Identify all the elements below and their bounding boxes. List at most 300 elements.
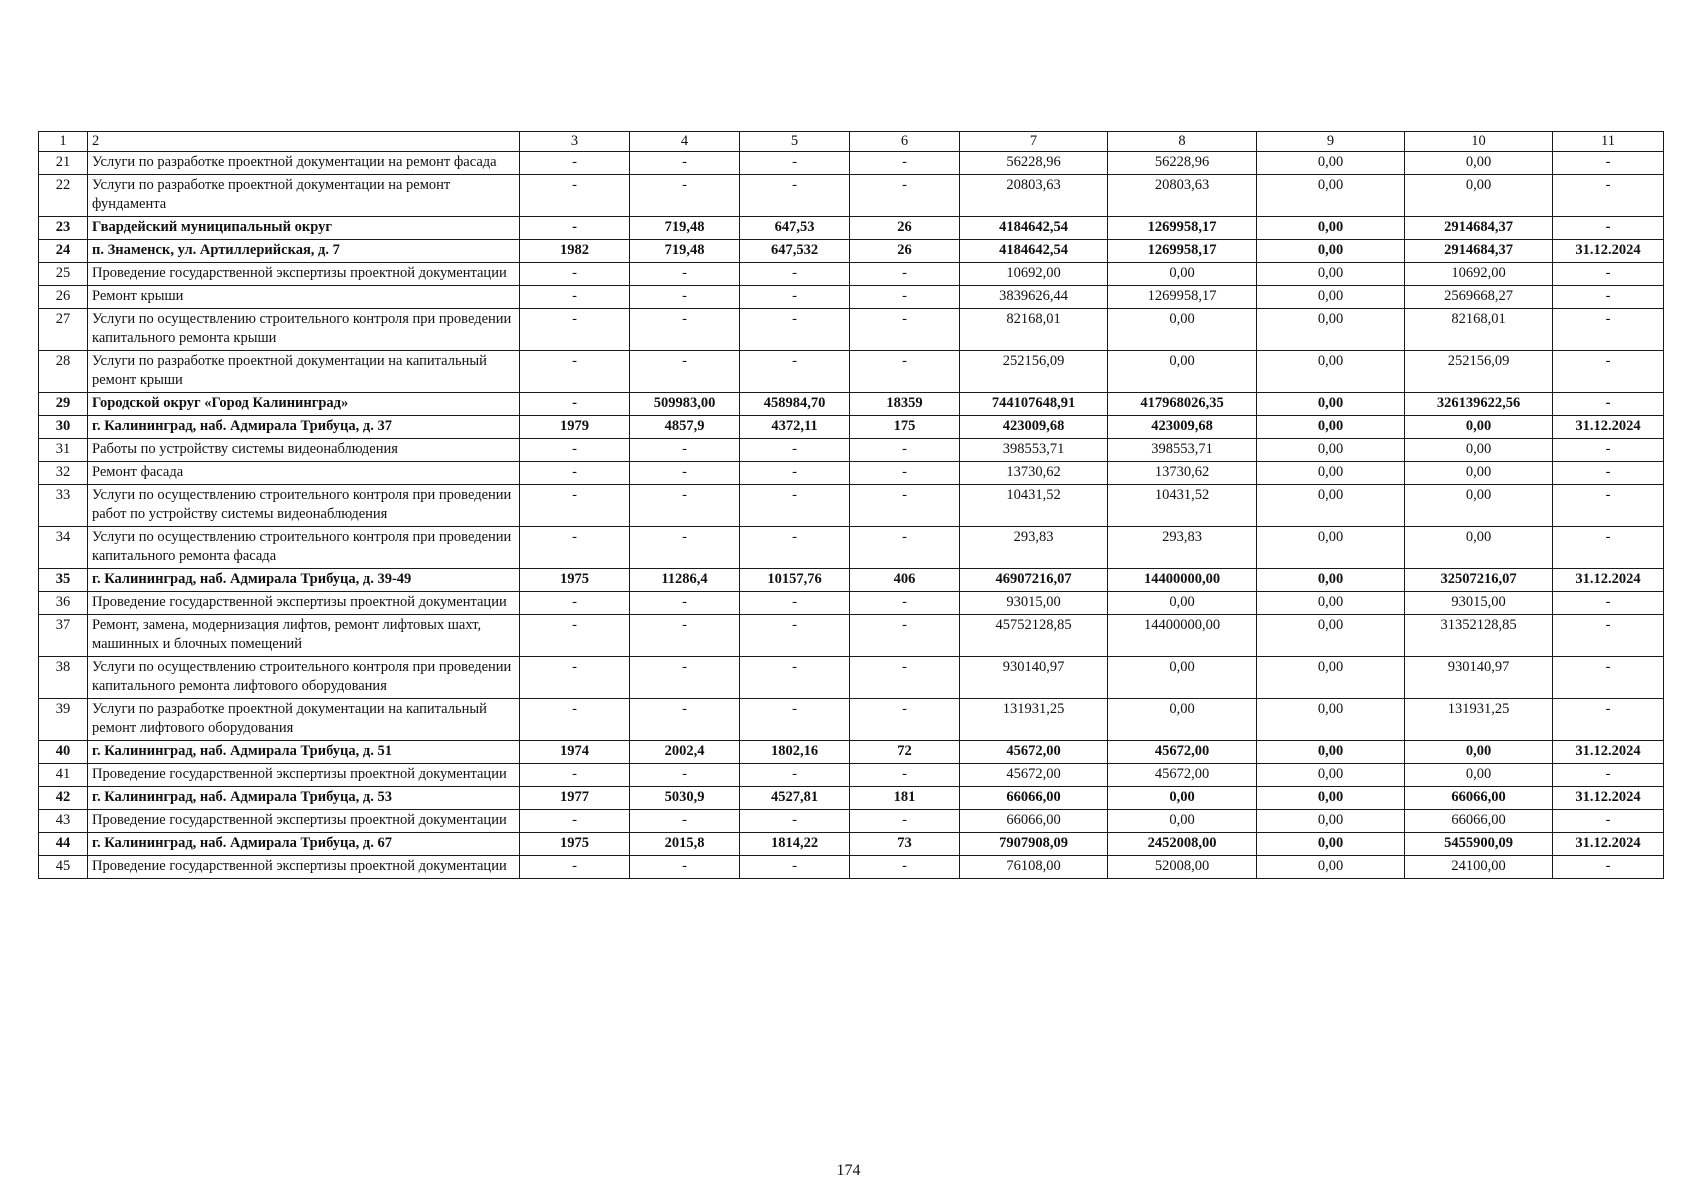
item-name-cell: Ремонт крыши xyxy=(88,286,520,309)
table-cell: 45672,00 xyxy=(960,764,1108,787)
row-number-cell: 42 xyxy=(39,787,88,810)
table-cell: - xyxy=(1553,263,1664,286)
table-row xyxy=(39,699,1664,741)
table-cell: - xyxy=(520,286,630,309)
table-cell: 423009,68 xyxy=(1108,416,1257,439)
table-body xyxy=(39,132,1664,879)
table-row-subtotal xyxy=(39,393,1664,416)
table-cell: - xyxy=(850,263,960,286)
table-row xyxy=(39,263,1664,286)
table-cell: 2002,4 xyxy=(630,741,740,764)
table-row xyxy=(39,152,1664,175)
row-number-cell: 29 xyxy=(39,393,88,416)
table-cell: 0,00 xyxy=(1108,787,1257,810)
table-cell: - xyxy=(1553,439,1664,462)
table-cell: 930140,97 xyxy=(1405,657,1553,699)
item-name-cell: Проведение государственной экспертизы проектной документации xyxy=(88,592,520,615)
table-cell: 14400000,00 xyxy=(1108,569,1257,592)
table-cell: - xyxy=(740,615,850,657)
table-cell: 10692,00 xyxy=(1405,263,1553,286)
item-name-cell: Работы по устройству системы видеонаблюдения xyxy=(88,439,520,462)
table-cell: 1269958,17 xyxy=(1108,217,1257,240)
row-number-cell: 34 xyxy=(39,527,88,569)
table-cell: - xyxy=(740,592,850,615)
row-number-cell: 28 xyxy=(39,351,88,393)
table-cell: 31.12.2024 xyxy=(1553,833,1664,856)
table-cell: - xyxy=(740,175,850,217)
table-cell: 56228,96 xyxy=(960,152,1108,175)
table-cell: - xyxy=(850,527,960,569)
table-cell: 1977 xyxy=(520,787,630,810)
item-name-cell: г. Калининград, наб. Адмирала Трибуца, д. 51 xyxy=(88,741,520,764)
table-cell: 31.12.2024 xyxy=(1553,787,1664,810)
table-row-subtotal xyxy=(39,741,1664,764)
table-cell: 0,00 xyxy=(1108,309,1257,351)
table-cell: 252156,09 xyxy=(960,351,1108,393)
table-cell: - xyxy=(850,439,960,462)
table-cell: 0,00 xyxy=(1405,439,1553,462)
table-cell: 0,00 xyxy=(1257,787,1405,810)
table-cell: 0,00 xyxy=(1257,527,1405,569)
row-number-cell: 26 xyxy=(39,286,88,309)
table-cell: - xyxy=(850,351,960,393)
table-cell: 0,00 xyxy=(1257,592,1405,615)
table-row xyxy=(39,485,1664,527)
table-cell: 4857,9 xyxy=(630,416,740,439)
table-cell: - xyxy=(520,309,630,351)
table-cell: 744107648,91 xyxy=(960,393,1108,416)
table-cell: 93015,00 xyxy=(960,592,1108,615)
item-name-cell: г. Калининград, наб. Адмирала Трибуца, д. 39-49 xyxy=(88,569,520,592)
table-cell: 417968026,35 xyxy=(1108,393,1257,416)
item-name-cell: г. Калининград, наб. Адмирала Трибуца, д. 37 xyxy=(88,416,520,439)
row-number-cell: 41 xyxy=(39,764,88,787)
item-name-cell: п. Знаменск, ул. Артиллерийская, д. 7 xyxy=(88,240,520,263)
item-name-cell: Услуги по разработке проектной документации на капитальный ремонт крыши xyxy=(88,351,520,393)
table-cell: 45752128,85 xyxy=(960,615,1108,657)
table-cell: 0,00 xyxy=(1108,810,1257,833)
table-cell: 76108,00 xyxy=(960,856,1108,879)
table-cell: 4184642,54 xyxy=(960,240,1108,263)
column-number-cell: 7 xyxy=(960,132,1108,152)
item-name-cell: Ремонт, замена, модернизация лифтов, ремонт лифтовых шахт, машинных и блочных помещений xyxy=(88,615,520,657)
table-cell: 4184642,54 xyxy=(960,217,1108,240)
column-number-cell: 1 xyxy=(39,132,88,152)
table-cell: 31352128,85 xyxy=(1405,615,1553,657)
table-cell: 0,00 xyxy=(1108,351,1257,393)
table-cell: - xyxy=(630,699,740,741)
item-name-cell: Гвардейский муниципальный округ xyxy=(88,217,520,240)
table-cell: 66066,00 xyxy=(960,787,1108,810)
table-cell: 0,00 xyxy=(1257,569,1405,592)
item-name-cell: Услуги по разработке проектной документации на капитальный ремонт лифтового оборудования xyxy=(88,699,520,741)
table-cell: - xyxy=(520,856,630,879)
table-cell: - xyxy=(520,485,630,527)
table-cell: - xyxy=(740,485,850,527)
table-cell: 423009,68 xyxy=(960,416,1108,439)
table-cell: 13730,62 xyxy=(1108,462,1257,485)
table-cell: 0,00 xyxy=(1257,462,1405,485)
table-cell: - xyxy=(630,286,740,309)
table-cell: 7907908,09 xyxy=(960,833,1108,856)
table-cell: 326139622,56 xyxy=(1405,393,1553,416)
table-cell: - xyxy=(1553,856,1664,879)
item-name-cell: г. Калининград, наб. Адмирала Трибуца, д. 53 xyxy=(88,787,520,810)
table-cell: - xyxy=(630,657,740,699)
table-cell: 930140,97 xyxy=(960,657,1108,699)
table-cell: - xyxy=(740,286,850,309)
table-cell: 0,00 xyxy=(1257,263,1405,286)
table-cell: - xyxy=(850,764,960,787)
table-cell: 647,53 xyxy=(740,217,850,240)
table-cell: 0,00 xyxy=(1257,833,1405,856)
table-cell: 10157,76 xyxy=(740,569,850,592)
table-cell: - xyxy=(520,699,630,741)
table-cell: - xyxy=(850,309,960,351)
table-cell: - xyxy=(630,175,740,217)
table-cell: 0,00 xyxy=(1257,351,1405,393)
table-cell: 10692,00 xyxy=(960,263,1108,286)
row-number-cell: 30 xyxy=(39,416,88,439)
table-cell: 0,00 xyxy=(1108,699,1257,741)
row-number-cell: 43 xyxy=(39,810,88,833)
table-cell: - xyxy=(520,439,630,462)
table-cell: 20803,63 xyxy=(960,175,1108,217)
table-cell: 0,00 xyxy=(1405,416,1553,439)
table-row xyxy=(39,527,1664,569)
table-cell: 10431,52 xyxy=(960,485,1108,527)
table-cell: - xyxy=(1553,527,1664,569)
table-cell: 52008,00 xyxy=(1108,856,1257,879)
item-name-cell: Проведение государственной экспертизы проектной документации xyxy=(88,764,520,787)
table-cell: - xyxy=(1553,152,1664,175)
table-cell: - xyxy=(1553,764,1664,787)
table-row xyxy=(39,351,1664,393)
table-cell: 1269958,17 xyxy=(1108,240,1257,263)
table-row-subtotal xyxy=(39,569,1664,592)
table-cell: 719,48 xyxy=(630,217,740,240)
table-cell: 31.12.2024 xyxy=(1553,569,1664,592)
table-row-subtotal xyxy=(39,240,1664,263)
item-name-cell: Услуги по осуществлению строительного контроля при проведении капитального ремонта фасада xyxy=(88,527,520,569)
table-cell: 0,00 xyxy=(1108,263,1257,286)
table-cell: - xyxy=(630,592,740,615)
row-number-cell: 37 xyxy=(39,615,88,657)
table-cell: - xyxy=(1553,393,1664,416)
table-cell: - xyxy=(1553,657,1664,699)
table-cell: - xyxy=(520,217,630,240)
table-cell: 398553,71 xyxy=(1108,439,1257,462)
table-cell: 20803,63 xyxy=(1108,175,1257,217)
table-cell: - xyxy=(740,764,850,787)
table-cell: 2914684,37 xyxy=(1405,240,1553,263)
item-name-cell: Услуги по разработке проектной документации на ремонт фасада xyxy=(88,152,520,175)
table-cell: - xyxy=(740,657,850,699)
table-cell: 2015,8 xyxy=(630,833,740,856)
table-cell: - xyxy=(850,810,960,833)
table-cell: 0,00 xyxy=(1257,485,1405,527)
table-cell: 0,00 xyxy=(1257,741,1405,764)
table-cell: 181 xyxy=(850,787,960,810)
table-row xyxy=(39,615,1664,657)
table-cell: - xyxy=(630,810,740,833)
table-cell: 1974 xyxy=(520,741,630,764)
table-cell: 293,83 xyxy=(1108,527,1257,569)
table-cell: - xyxy=(1553,309,1664,351)
item-name-cell: Услуги по разработке проектной документации на ремонт фундамента xyxy=(88,175,520,217)
table-cell: 0,00 xyxy=(1257,309,1405,351)
row-number-cell: 39 xyxy=(39,699,88,741)
table-cell: - xyxy=(740,439,850,462)
table-row xyxy=(39,462,1664,485)
table-cell: 11286,4 xyxy=(630,569,740,592)
table-cell: - xyxy=(850,615,960,657)
table-cell: 93015,00 xyxy=(1405,592,1553,615)
table-cell: 45672,00 xyxy=(1108,764,1257,787)
table-cell: 398553,71 xyxy=(960,439,1108,462)
table-cell: 0,00 xyxy=(1257,175,1405,217)
table-cell: - xyxy=(630,764,740,787)
item-name-cell: Услуги по осуществлению строительного контроля при проведении капитального ремонта крыши xyxy=(88,309,520,351)
table-cell: 0,00 xyxy=(1405,485,1553,527)
table-cell: - xyxy=(630,351,740,393)
table-cell: 24100,00 xyxy=(1405,856,1553,879)
table-cell: - xyxy=(740,699,850,741)
row-number-cell: 24 xyxy=(39,240,88,263)
column-number-cell: 8 xyxy=(1108,132,1257,152)
data-table xyxy=(38,131,1664,879)
table-cell: 1975 xyxy=(520,569,630,592)
table-cell: 293,83 xyxy=(960,527,1108,569)
row-number-cell: 22 xyxy=(39,175,88,217)
table-cell: 18359 xyxy=(850,393,960,416)
table-cell: 1269958,17 xyxy=(1108,286,1257,309)
table-row xyxy=(39,856,1664,879)
table-cell: 82168,01 xyxy=(1405,309,1553,351)
row-number-cell: 31 xyxy=(39,439,88,462)
table-cell: 26 xyxy=(850,217,960,240)
table-cell: 0,00 xyxy=(1405,462,1553,485)
table-cell: - xyxy=(1553,810,1664,833)
table-cell: 26 xyxy=(850,240,960,263)
table-cell: 46907216,07 xyxy=(960,569,1108,592)
table-cell: 1979 xyxy=(520,416,630,439)
table-cell: 0,00 xyxy=(1405,175,1553,217)
table-cell: - xyxy=(630,615,740,657)
table-cell: 0,00 xyxy=(1257,393,1405,416)
table-row-subtotal xyxy=(39,217,1664,240)
table-cell: 0,00 xyxy=(1257,286,1405,309)
table-cell: - xyxy=(1553,286,1664,309)
table-cell: 509983,00 xyxy=(630,393,740,416)
table-row xyxy=(39,657,1664,699)
table-cell: 406 xyxy=(850,569,960,592)
table-cell: 719,48 xyxy=(630,240,740,263)
table-cell: 0,00 xyxy=(1257,217,1405,240)
table-cell: - xyxy=(630,527,740,569)
table-cell: - xyxy=(630,439,740,462)
table-cell: 4527,81 xyxy=(740,787,850,810)
row-number-cell: 32 xyxy=(39,462,88,485)
table-cell: 2452008,00 xyxy=(1108,833,1257,856)
table-cell: 13730,62 xyxy=(960,462,1108,485)
table-row xyxy=(39,175,1664,217)
table-cell: - xyxy=(520,351,630,393)
table-cell: 45672,00 xyxy=(1108,741,1257,764)
row-number-cell: 36 xyxy=(39,592,88,615)
table-cell: - xyxy=(520,152,630,175)
table-cell: - xyxy=(850,175,960,217)
table-cell: 0,00 xyxy=(1108,657,1257,699)
table-row-subtotal xyxy=(39,416,1664,439)
table-cell: - xyxy=(630,485,740,527)
table-cell: 0,00 xyxy=(1405,764,1553,787)
table-cell: 0,00 xyxy=(1257,699,1405,741)
table-cell: 0,00 xyxy=(1257,856,1405,879)
table-cell: - xyxy=(850,856,960,879)
table-cell: - xyxy=(520,657,630,699)
column-number-cell: 9 xyxy=(1257,132,1405,152)
table-cell: 0,00 xyxy=(1405,741,1553,764)
table-cell: - xyxy=(520,615,630,657)
table-cell: 1802,16 xyxy=(740,741,850,764)
table-cell: - xyxy=(1553,592,1664,615)
table-cell: - xyxy=(1553,351,1664,393)
table-cell: 2914684,37 xyxy=(1405,217,1553,240)
item-name-cell: Городской округ «Город Калининград» xyxy=(88,393,520,416)
table-cell: 72 xyxy=(850,741,960,764)
table-cell: - xyxy=(850,592,960,615)
table-cell: 0,00 xyxy=(1405,152,1553,175)
row-number-cell: 23 xyxy=(39,217,88,240)
item-name-cell: г. Калининград, наб. Адмирала Трибуца, д. 67 xyxy=(88,833,520,856)
table-cell: 131931,25 xyxy=(1405,699,1553,741)
item-name-cell: Проведение государственной экспертизы проектной документации xyxy=(88,856,520,879)
item-name-cell: Услуги по осуществлению строительного контроля при проведении работ по устройству системы видеонаблюдения xyxy=(88,485,520,527)
table-cell: - xyxy=(740,309,850,351)
table-cell: 66066,00 xyxy=(960,810,1108,833)
column-number-cell: 11 xyxy=(1553,132,1664,152)
table-cell: - xyxy=(630,263,740,286)
table-cell: - xyxy=(850,152,960,175)
table-cell: - xyxy=(630,856,740,879)
table-cell: - xyxy=(1553,217,1664,240)
column-number-cell: 10 xyxy=(1405,132,1553,152)
table-cell: - xyxy=(520,810,630,833)
column-number-cell: 6 xyxy=(850,132,960,152)
row-number-cell: 38 xyxy=(39,657,88,699)
column-number-cell: 4 xyxy=(630,132,740,152)
table-cell: 131931,25 xyxy=(960,699,1108,741)
table-cell: 458984,70 xyxy=(740,393,850,416)
table-cell: 2569668,27 xyxy=(1405,286,1553,309)
item-name-cell: Услуги по осуществлению строительного контроля при проведении капитального ремонта лифтового оборудования xyxy=(88,657,520,699)
table-cell: 0,00 xyxy=(1257,152,1405,175)
table-cell: - xyxy=(850,462,960,485)
table-cell: - xyxy=(630,152,740,175)
table-cell: - xyxy=(740,810,850,833)
row-number-cell: 25 xyxy=(39,263,88,286)
table-cell: 0,00 xyxy=(1405,527,1553,569)
table-cell: 56228,96 xyxy=(1108,152,1257,175)
table-cell: 0,00 xyxy=(1257,810,1405,833)
table-cell: 0,00 xyxy=(1257,240,1405,263)
table-cell: 1814,22 xyxy=(740,833,850,856)
table-cell: - xyxy=(740,152,850,175)
table-cell: - xyxy=(850,286,960,309)
table-row xyxy=(39,286,1664,309)
table-cell: - xyxy=(520,175,630,217)
table-cell: 647,532 xyxy=(740,240,850,263)
table-cell: 10431,52 xyxy=(1108,485,1257,527)
table-cell: 66066,00 xyxy=(1405,810,1553,833)
table-cell: 31.12.2024 xyxy=(1553,416,1664,439)
table-cell: - xyxy=(1553,175,1664,217)
row-number-cell: 40 xyxy=(39,741,88,764)
item-name-cell: Проведение государственной экспертизы проектной документации xyxy=(88,263,520,286)
table-cell: - xyxy=(520,592,630,615)
table-cell: 4372,11 xyxy=(740,416,850,439)
table-cell: 45672,00 xyxy=(960,741,1108,764)
table-cell: 66066,00 xyxy=(1405,787,1553,810)
table-cell: - xyxy=(850,699,960,741)
table-row-subtotal xyxy=(39,833,1664,856)
table-cell: - xyxy=(520,462,630,485)
table-row xyxy=(39,439,1664,462)
table-cell: - xyxy=(520,263,630,286)
table-cell: 5455900,09 xyxy=(1405,833,1553,856)
item-name-cell: Ремонт фасада xyxy=(88,462,520,485)
table-cell: 31.12.2024 xyxy=(1553,240,1664,263)
table-cell: 252156,09 xyxy=(1405,351,1553,393)
row-number-cell: 35 xyxy=(39,569,88,592)
column-number-row xyxy=(39,132,1664,152)
table-cell: 73 xyxy=(850,833,960,856)
table-cell: - xyxy=(850,657,960,699)
table-cell: - xyxy=(1553,462,1664,485)
table-cell: 1975 xyxy=(520,833,630,856)
table-cell: - xyxy=(740,527,850,569)
table-row xyxy=(39,592,1664,615)
table-cell: - xyxy=(740,263,850,286)
table-cell: - xyxy=(630,462,740,485)
table-cell: - xyxy=(740,462,850,485)
table-cell: 0,00 xyxy=(1257,416,1405,439)
table-row xyxy=(39,810,1664,833)
table-cell: 3839626,44 xyxy=(960,286,1108,309)
table-cell: 0,00 xyxy=(1108,592,1257,615)
table-cell: - xyxy=(630,309,740,351)
row-number-cell: 33 xyxy=(39,485,88,527)
table-cell: 5030,9 xyxy=(630,787,740,810)
table-cell: - xyxy=(520,393,630,416)
table-cell: 14400000,00 xyxy=(1108,615,1257,657)
table-cell: - xyxy=(740,351,850,393)
table-cell: - xyxy=(740,856,850,879)
table-cell: 32507216,07 xyxy=(1405,569,1553,592)
table-cell: 0,00 xyxy=(1257,439,1405,462)
column-number-cell: 5 xyxy=(740,132,850,152)
item-name-cell: Проведение государственной экспертизы проектной документации xyxy=(88,810,520,833)
table-cell: 0,00 xyxy=(1257,657,1405,699)
table-cell: - xyxy=(1553,615,1664,657)
table-cell: - xyxy=(850,485,960,527)
table-cell: 82168,01 xyxy=(960,309,1108,351)
table-row-subtotal xyxy=(39,787,1664,810)
table-cell: 0,00 xyxy=(1257,764,1405,787)
table-cell: 0,00 xyxy=(1257,615,1405,657)
table-cell: 175 xyxy=(850,416,960,439)
